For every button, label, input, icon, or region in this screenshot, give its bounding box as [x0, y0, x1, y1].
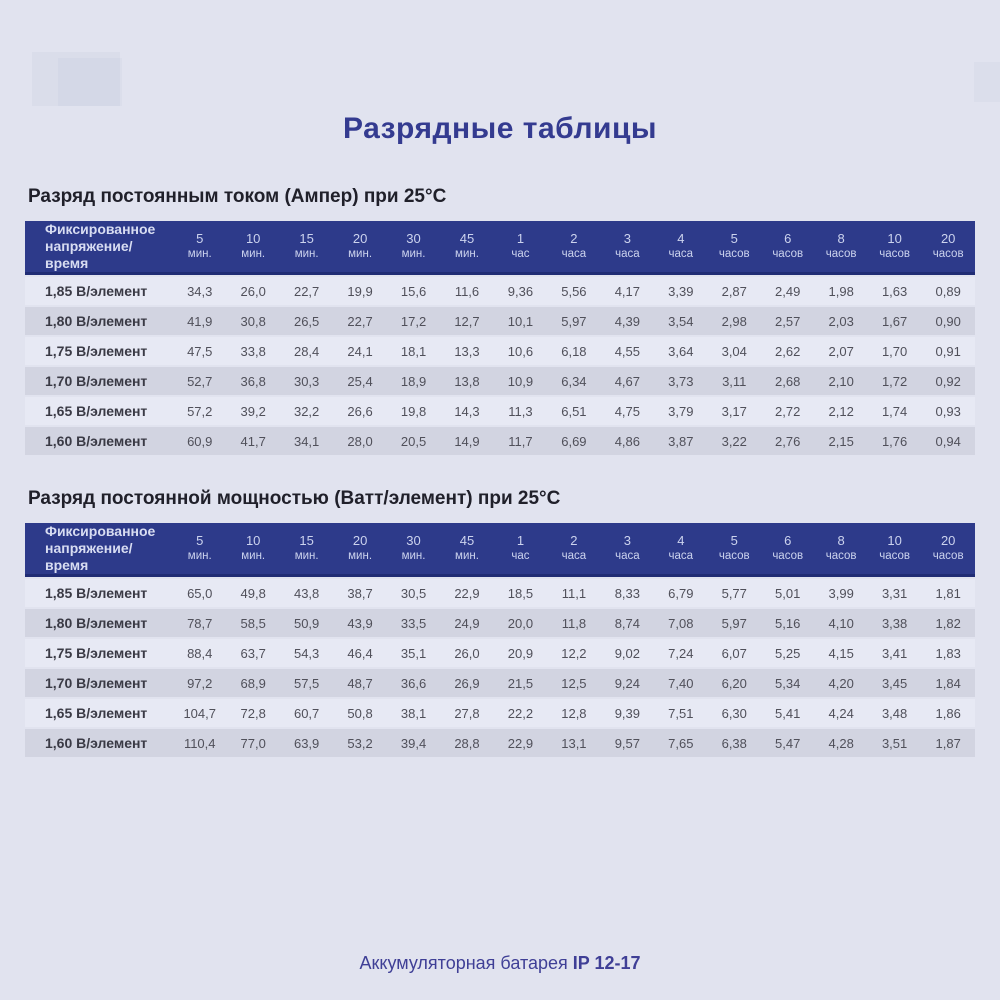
value-cell: 78,7 [173, 609, 226, 637]
value-cell: 34,1 [280, 427, 333, 455]
value-cell: 11,8 [547, 609, 600, 637]
value-cell: 1,67 [868, 307, 921, 335]
value-cell: 18,1 [387, 337, 440, 365]
value-cell: 11,7 [494, 427, 547, 455]
row-label: 1,60 В/элемент [25, 729, 173, 757]
value-cell: 2,98 [708, 307, 761, 335]
time-col-header: 20 мин. [333, 221, 386, 275]
row-label: 1,70 В/элемент [25, 669, 173, 697]
value-cell: 6,30 [708, 699, 761, 727]
value-cell: 22,7 [280, 277, 333, 305]
time-col-header: 6 часов [761, 221, 814, 275]
value-cell: 18,9 [387, 367, 440, 395]
value-cell: 5,47 [761, 729, 814, 757]
value-cell: 1,63 [868, 277, 921, 305]
value-cell: 17,2 [387, 307, 440, 335]
value-cell: 5,34 [761, 669, 814, 697]
value-cell: 68,9 [226, 669, 279, 697]
value-cell: 3,17 [708, 397, 761, 425]
time-col-header: 5 часов [708, 523, 761, 577]
value-cell: 20,0 [494, 609, 547, 637]
value-cell: 21,5 [494, 669, 547, 697]
value-cell: 28,4 [280, 337, 333, 365]
value-cell: 36,6 [387, 669, 440, 697]
table-row [25, 699, 975, 727]
value-cell: 30,8 [226, 307, 279, 335]
value-cell: 1,70 [868, 337, 921, 365]
fixed-voltage-header: Фиксированное напряжение/время [25, 221, 173, 275]
value-cell: 0,90 [921, 307, 975, 335]
fixed-voltage-header: Фиксированное напряжение/время [25, 523, 173, 577]
value-cell: 88,4 [173, 639, 226, 667]
value-cell: 26,0 [226, 277, 279, 305]
value-cell: 4,24 [814, 699, 867, 727]
time-col-header: 20 мин. [333, 523, 386, 577]
value-cell: 9,39 [601, 699, 654, 727]
value-cell: 34,3 [173, 277, 226, 305]
value-cell: 6,38 [708, 729, 761, 757]
value-cell: 48,7 [333, 669, 386, 697]
value-cell: 3,51 [868, 729, 921, 757]
value-cell: 65,0 [173, 579, 226, 607]
value-cell: 1,84 [921, 669, 975, 697]
value-cell: 39,4 [387, 729, 440, 757]
value-cell: 4,17 [601, 277, 654, 305]
value-cell: 46,4 [333, 639, 386, 667]
value-cell: 6,34 [547, 367, 600, 395]
value-cell: 27,8 [440, 699, 493, 727]
time-col-header: 45 мин. [440, 221, 493, 275]
value-cell: 0,93 [921, 397, 975, 425]
table-row [25, 397, 975, 425]
time-col-header: 5 часов [708, 221, 761, 275]
time-col-header: 30 мин. [387, 221, 440, 275]
value-cell: 14,3 [440, 397, 493, 425]
value-cell: 7,40 [654, 669, 707, 697]
row-label: 1,65 В/элемент [25, 397, 173, 425]
value-cell: 35,1 [387, 639, 440, 667]
value-cell: 8,74 [601, 609, 654, 637]
value-cell: 26,0 [440, 639, 493, 667]
time-col-header: 20 часов [921, 523, 975, 577]
value-cell: 0,94 [921, 427, 975, 455]
value-cell: 6,18 [547, 337, 600, 365]
value-cell: 50,9 [280, 609, 333, 637]
time-col-header: 5 мин. [173, 221, 226, 275]
value-cell: 4,75 [601, 397, 654, 425]
time-col-header: 3 часа [601, 221, 654, 275]
value-cell: 1,87 [921, 729, 975, 757]
value-cell: 6,51 [547, 397, 600, 425]
value-cell: 2,12 [814, 397, 867, 425]
value-cell: 24,1 [333, 337, 386, 365]
value-cell: 26,9 [440, 669, 493, 697]
value-cell: 33,5 [387, 609, 440, 637]
value-cell: 9,24 [601, 669, 654, 697]
table-row [25, 669, 975, 697]
value-cell: 58,5 [226, 609, 279, 637]
value-cell: 26,6 [333, 397, 386, 425]
value-cell: 63,9 [280, 729, 333, 757]
value-cell: 1,86 [921, 699, 975, 727]
value-cell: 36,8 [226, 367, 279, 395]
section-title-power: Разряд постоянной мощностью (Ватт/элемент) при 25°C [28, 488, 561, 509]
value-cell: 9,57 [601, 729, 654, 757]
value-cell: 38,7 [333, 579, 386, 607]
value-cell: 54,3 [280, 639, 333, 667]
section-discharge-power [0, 488, 1000, 759]
value-cell: 0,91 [921, 337, 975, 365]
value-cell: 5,16 [761, 609, 814, 637]
value-cell: 13,3 [440, 337, 493, 365]
value-cell: 3,38 [868, 609, 921, 637]
value-cell: 43,8 [280, 579, 333, 607]
value-cell: 3,04 [708, 337, 761, 365]
value-cell: 7,51 [654, 699, 707, 727]
value-cell: 28,0 [333, 427, 386, 455]
value-cell: 4,67 [601, 367, 654, 395]
table-header-row [25, 221, 975, 275]
discharge-power-table [25, 521, 975, 759]
value-cell: 18,5 [494, 579, 547, 607]
value-cell: 3,39 [654, 277, 707, 305]
value-cell: 0,92 [921, 367, 975, 395]
row-label: 1,80 В/элемент [25, 307, 173, 335]
value-cell: 63,7 [226, 639, 279, 667]
value-cell: 11,1 [547, 579, 600, 607]
section-discharge-current [0, 186, 1000, 457]
value-cell: 1,98 [814, 277, 867, 305]
value-cell: 60,7 [280, 699, 333, 727]
time-col-header: 10 мин. [226, 523, 279, 577]
value-cell: 97,2 [173, 669, 226, 697]
value-cell: 20,5 [387, 427, 440, 455]
value-cell: 22,7 [333, 307, 386, 335]
value-cell: 25,4 [333, 367, 386, 395]
value-cell: 7,08 [654, 609, 707, 637]
watermark [974, 62, 1000, 102]
row-label: 1,75 В/элемент [25, 639, 173, 667]
time-col-header: 2 часа [547, 523, 600, 577]
value-cell: 1,82 [921, 609, 975, 637]
section-title-current: Разряд постоянным током (Ампер) при 25°C [28, 186, 447, 207]
time-col-header: 15 мин. [280, 221, 333, 275]
value-cell: 2,57 [761, 307, 814, 335]
value-cell: 24,9 [440, 609, 493, 637]
value-cell: 5,56 [547, 277, 600, 305]
time-col-header: 10 часов [868, 221, 921, 275]
time-col-header: 5 мин. [173, 523, 226, 577]
value-cell: 47,5 [173, 337, 226, 365]
time-col-header: 45 мин. [440, 523, 493, 577]
value-cell: 22,9 [494, 729, 547, 757]
table-row [25, 639, 975, 667]
time-col-header: 20 часов [921, 221, 975, 275]
value-cell: 2,76 [761, 427, 814, 455]
table-row [25, 367, 975, 395]
value-cell: 8,33 [601, 579, 654, 607]
value-cell: 28,8 [440, 729, 493, 757]
value-cell: 57,5 [280, 669, 333, 697]
value-cell: 4,10 [814, 609, 867, 637]
value-cell: 1,76 [868, 427, 921, 455]
value-cell: 10,9 [494, 367, 547, 395]
value-cell: 3,31 [868, 579, 921, 607]
row-label: 1,60 В/элемент [25, 427, 173, 455]
value-cell: 2,03 [814, 307, 867, 335]
value-cell: 19,9 [333, 277, 386, 305]
value-cell: 5,41 [761, 699, 814, 727]
value-cell: 33,8 [226, 337, 279, 365]
value-cell: 2,49 [761, 277, 814, 305]
value-cell: 2,07 [814, 337, 867, 365]
value-cell: 6,20 [708, 669, 761, 697]
footer [0, 953, 1000, 974]
value-cell: 4,55 [601, 337, 654, 365]
value-cell: 11,3 [494, 397, 547, 425]
value-cell: 13,8 [440, 367, 493, 395]
value-cell: 32,2 [280, 397, 333, 425]
time-col-header: 1 час [494, 523, 547, 577]
value-cell: 6,07 [708, 639, 761, 667]
value-cell: 41,7 [226, 427, 279, 455]
value-cell: 26,5 [280, 307, 333, 335]
value-cell: 10,1 [494, 307, 547, 335]
watermark [58, 58, 122, 106]
value-cell: 12,7 [440, 307, 493, 335]
value-cell: 9,02 [601, 639, 654, 667]
value-cell: 3,54 [654, 307, 707, 335]
table-row [25, 729, 975, 757]
value-cell: 3,87 [654, 427, 707, 455]
time-col-header: 10 часов [868, 523, 921, 577]
value-cell: 38,1 [387, 699, 440, 727]
value-cell: 41,9 [173, 307, 226, 335]
value-cell: 5,01 [761, 579, 814, 607]
value-cell: 104,7 [173, 699, 226, 727]
value-cell: 22,9 [440, 579, 493, 607]
value-cell: 15,6 [387, 277, 440, 305]
value-cell: 2,87 [708, 277, 761, 305]
value-cell: 12,5 [547, 669, 600, 697]
value-cell: 3,79 [654, 397, 707, 425]
time-col-header: 10 мин. [226, 221, 279, 275]
value-cell: 7,24 [654, 639, 707, 667]
value-cell: 14,9 [440, 427, 493, 455]
value-cell: 2,10 [814, 367, 867, 395]
value-cell: 3,73 [654, 367, 707, 395]
value-cell: 4,15 [814, 639, 867, 667]
time-col-header: 15 мин. [280, 523, 333, 577]
value-cell: 5,97 [708, 609, 761, 637]
value-cell: 3,48 [868, 699, 921, 727]
value-cell: 72,8 [226, 699, 279, 727]
value-cell: 3,11 [708, 367, 761, 395]
value-cell: 77,0 [226, 729, 279, 757]
value-cell: 20,9 [494, 639, 547, 667]
page-title: Разрядные таблицы [342, 112, 658, 145]
value-cell: 60,9 [173, 427, 226, 455]
value-cell: 2,62 [761, 337, 814, 365]
value-cell: 11,6 [440, 277, 493, 305]
value-cell: 6,69 [547, 427, 600, 455]
value-cell: 2,68 [761, 367, 814, 395]
value-cell: 0,89 [921, 277, 975, 305]
footer-text: Аккумуляторная батарея [359, 953, 568, 973]
value-cell: 4,86 [601, 427, 654, 455]
value-cell: 3,41 [868, 639, 921, 667]
value-cell: 5,97 [547, 307, 600, 335]
value-cell: 53,2 [333, 729, 386, 757]
value-cell: 12,8 [547, 699, 600, 727]
row-label: 1,85 В/элемент [25, 579, 173, 607]
value-cell: 43,9 [333, 609, 386, 637]
time-col-header: 3 часа [601, 523, 654, 577]
value-cell: 12,2 [547, 639, 600, 667]
value-cell: 1,83 [921, 639, 975, 667]
value-cell: 39,2 [226, 397, 279, 425]
table-row [25, 427, 975, 455]
table-row [25, 337, 975, 365]
row-label: 1,85 В/элемент [25, 277, 173, 305]
time-col-header: 6 часов [761, 523, 814, 577]
value-cell: 3,64 [654, 337, 707, 365]
row-label: 1,80 В/элемент [25, 609, 173, 637]
value-cell: 10,6 [494, 337, 547, 365]
row-label: 1,75 В/элемент [25, 337, 173, 365]
value-cell: 50,8 [333, 699, 386, 727]
time-col-header: 8 часов [814, 221, 867, 275]
value-cell: 4,20 [814, 669, 867, 697]
value-cell: 2,72 [761, 397, 814, 425]
value-cell: 52,7 [173, 367, 226, 395]
value-cell: 5,25 [761, 639, 814, 667]
time-col-header: 8 часов [814, 523, 867, 577]
value-cell: 3,22 [708, 427, 761, 455]
value-cell: 2,15 [814, 427, 867, 455]
value-cell: 110,4 [173, 729, 226, 757]
value-cell: 7,65 [654, 729, 707, 757]
value-cell: 3,45 [868, 669, 921, 697]
value-cell: 22,2 [494, 699, 547, 727]
value-cell: 1,81 [921, 579, 975, 607]
time-col-header: 4 часа [654, 523, 707, 577]
table-header-row [25, 523, 975, 577]
value-cell: 49,8 [226, 579, 279, 607]
time-col-header: 4 часа [654, 221, 707, 275]
row-label: 1,70 В/элемент [25, 367, 173, 395]
value-cell: 5,77 [708, 579, 761, 607]
time-col-header: 30 мин. [387, 523, 440, 577]
footer-model: IP 12-17 [572, 953, 641, 973]
table-row [25, 277, 975, 305]
table-row [25, 579, 975, 607]
row-label: 1,65 В/элемент [25, 699, 173, 727]
table-row [25, 307, 975, 335]
value-cell: 1,72 [868, 367, 921, 395]
value-cell: 30,5 [387, 579, 440, 607]
time-col-header: 1 час [494, 221, 547, 275]
value-cell: 4,28 [814, 729, 867, 757]
value-cell: 9,36 [494, 277, 547, 305]
value-cell: 3,99 [814, 579, 867, 607]
value-cell: 57,2 [173, 397, 226, 425]
value-cell: 30,3 [280, 367, 333, 395]
value-cell: 1,74 [868, 397, 921, 425]
value-cell: 4,39 [601, 307, 654, 335]
value-cell: 13,1 [547, 729, 600, 757]
value-cell: 6,79 [654, 579, 707, 607]
time-col-header: 2 часа [547, 221, 600, 275]
discharge-current-table [25, 219, 975, 457]
value-cell: 19,8 [387, 397, 440, 425]
table-row [25, 609, 975, 637]
